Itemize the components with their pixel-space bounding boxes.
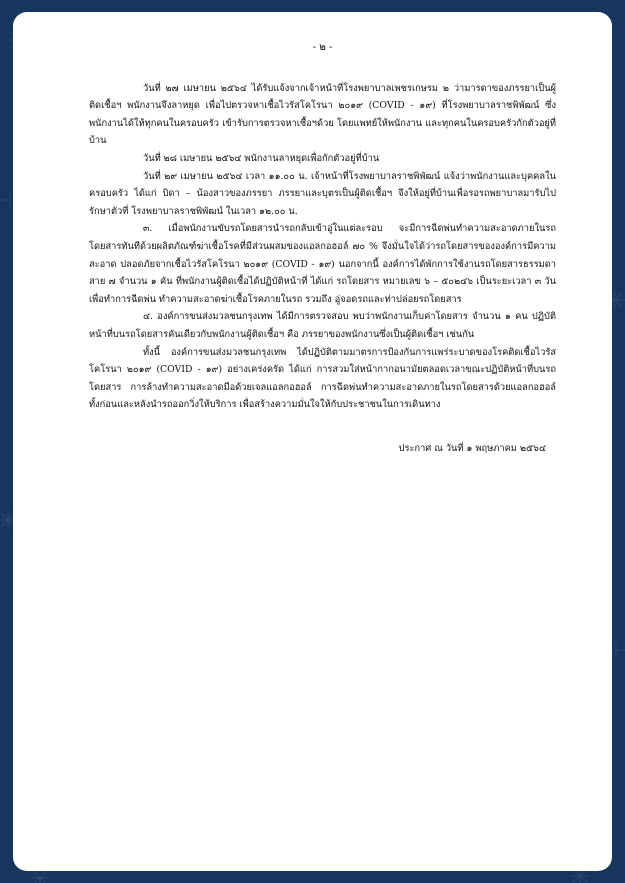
document-page xyxy=(13,12,612,871)
paragraph-item-3: ๓. เมื่อพนักงานขับรถโดยสารนำรถกลับเข้าอู่ในแต่ละรอบ จะมีการฉีดพ่นทำความสะอาดภายในรถโดยสารทันทีด้วยผลิตภัณฑ์ฆ่าเชื้อโรคที่มีส่วนผสมของแอลกอฮอล์ ๗๐ % จึงมั่นใจได้ว่ารถโดยสารขององค์การมีความสะอาด ปลอดภัยจากเชื้อไวรัสโคโรนา ๒๐๑๙ (COVID - ๑๙) นอกจากนี้ องค์การได้พักการใช้งานรถโดยสารธรรมดา สาย ๗ จำนวน ๑ คัน ที่พนักงานผู้ติดเชื้อได้ปฏิบัติหน้าที่ ได้แก่ รถโดยสาร หมายเลข ๖ – ๕๐๒๔๖ เป็นระยะเวลา ๓ วัน เพื่อทำการฉีดพ่น ทำความสะอาดฆ่าเชื้อโรคภายในรถ รวมถึง อู่จอดรถและท่าปล่อยรถโดยสาร xyxy=(89,223,556,305)
page-number: - ๒ - xyxy=(312,42,333,53)
paragraph-conclusion: ทั้งนี้ องค์การขนส่งมวลชนกรุงเทพ ได้ปฏิบัติตามมาตรการป้องกันการแพร่ระบาดของโรคติดเชื้อไวรัสโคโรนา ๒๐๑๙ (COVID - ๑๙) อย่างเคร่งครัด ได้แก่ การสวมใส่หน้ากากอนามัยตลอดเวลาขณะปฏิบัติหน้าที่บนรถโดยสาร การล้างทำความสะอาดมือด้วยเจลแอลกอฮอล์ การฉีดพ่นทำความสะอาดภายในรถโดยสารด้วยแอลกอฮอล์ ทั้งก่อนและหลังนำรถออกวิ่งให้บริการ เพื่อสร้างความมั่นใจให้กับประชาชนในการเดินทาง xyxy=(89,346,556,411)
paragraph-april-29: วันที่ ๒๙ เมษายน ๒๕๖๔ เวลา ๑๑.๐๐ น. เจ้าหน้าที่โรงพยาบาลราชพิพัฒน์ แจ้งว่าพนักงานและบุคคลในครอบครัว ได้แก่ บิดา – น้องสาวของภรรยา ภรรยาและบุตรเป็นผู้ติดเชื้อฯ จึงให้อยู่ที่บ้านเพื่อรอรถพยาบาลมารับไปรักษาตัวที่ โรงพยาบาลราชพิพัฒน์ ในเวลา ๑๒.๐๐ น. xyxy=(89,170,556,217)
paragraph-april-27: วันที่ ๒๗ เมษายน ๒๕๖๔ ได้รับแจ้งจากเจ้าหน้าที่โรงพยาบาลเพชรเกษรม ๒ ว่ามารดาของภรรยาเป็นผู้ติดเชื้อฯ พนักงานจึงลาหยุด เพื่อไปตรวจหาเชื้อไวรัสโคโรนา ๒๐๑๙ (COVID - ๑๙) ที่โรงพยาบาลราชพิพัฒน์ ซึ่งพนักงานได้ให้ทุกคนในครอบครัว เข้ารับการตรวจหาเชื้อฯด้วย โดยแพทย์ให้พนักงาน และทุกคนในครอบครัวกักตัวอยู่ที่บ้าน xyxy=(89,82,556,147)
paragraph-item-4: ๔. องค์การขนส่งมวลชนกรุงเทพ ได้มีการตรวจสอบ พบว่าพนักงานเก็บค่าโดยสาร จำนวน ๑ คน ปฏิบัติหน้าที่บนรถโดยสารคันเดียวกับพนักงานผู้ติดเชื้อฯ คือ ภรรยาของพนักงานซึ่งเป็นผู้ติดเชื้อฯ เช่นกัน xyxy=(89,311,556,340)
paragraph-april-28: วันที่ ๒๘ เมษายน ๒๕๖๔ พนักงานลาหยุดเพื่อกักตัวอยู่ที่บ้าน xyxy=(143,152,380,164)
announcement-date: ประกาศ ณ วันที่ ๑ พฤษภาคม ๒๕๖๔ xyxy=(398,442,546,454)
